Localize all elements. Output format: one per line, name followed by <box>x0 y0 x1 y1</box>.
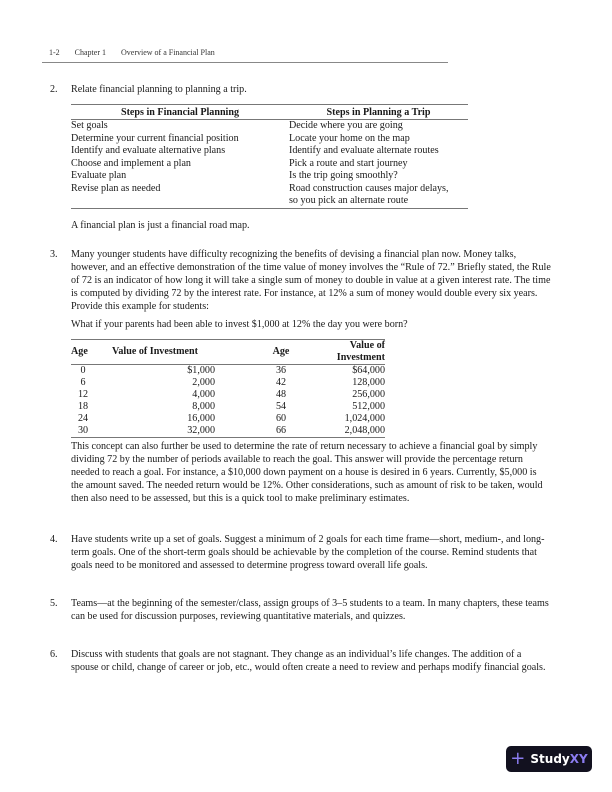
column-header: Age <box>71 340 95 365</box>
trip-planning-table <box>71 104 468 209</box>
table-cell: Set goals <box>71 120 108 131</box>
investment-growth-table <box>71 339 385 438</box>
column-header: Age <box>215 340 311 365</box>
table-cell: Choose and implement a plan <box>71 157 191 169</box>
table-row <box>71 183 468 196</box>
table-row <box>71 365 385 378</box>
table-cell: Decide where you are going <box>289 120 403 131</box>
table-row <box>71 120 468 133</box>
table-cell: 4,000 <box>192 389 215 400</box>
table-cell: 18 <box>77 401 89 412</box>
plus-icon: + <box>510 748 526 769</box>
table-cell: Locate your home on the map <box>289 132 410 144</box>
item-text: Discuss with students that goals are not stagnant. They change as an individual’s life changes. The addition of a spouse or child, change of career or job, etc., would often create a need to review and perhaps modify financial goals. <box>71 649 546 673</box>
item-text: Teams—at the beginning of the semester/class, assign groups of 3–5 students to a team. In many chapters, these teams can be used for discussion purposes, reviewing quantitative materials, and quizzes. <box>71 598 549 622</box>
item-number: 4. <box>50 534 58 545</box>
table-cell: 30 <box>71 425 95 438</box>
table-cell: 1,024,000 <box>344 413 385 424</box>
paragraph: A financial plan is just a financial road map. <box>71 220 250 231</box>
table-cell: Is the trip going smoothly? <box>289 170 398 181</box>
item-number: 3. <box>50 249 58 260</box>
table-cell <box>71 195 289 208</box>
column-header: Value of Investment <box>95 340 215 365</box>
table-cell: $1,000 <box>187 365 215 376</box>
table-cell: so you pick an alternate route <box>289 195 468 208</box>
table-cell: 48 <box>275 389 287 400</box>
item-text: Relate financial planning to planning a trip. <box>71 84 247 95</box>
paragraph: This concept can also further be used to determine the rate of return necessary to achieve a financial goal by simply dividing 72 by the number of periods available to reach the goal. This answer will provide the percentage return needed to reach a goal. For instance, a $10,000 down payment on a house is desired in 6 years. Currently, $5,000 is the amount saved. The needed return would be 12%. Other considerations, such as amount of risk to be taken, would then also need to be assessed, but this is a quick tool to make preliminary estimates. <box>71 441 543 504</box>
table-cell: Pick a route and start journey <box>289 157 408 169</box>
badge-label: Study <box>530 751 570 766</box>
column-header: Steps in Financial Planning <box>71 105 289 120</box>
table-cell: Revise plan as needed <box>71 182 161 194</box>
paragraph: What if your parents had been able to invest $1,000 at 12% the day you were born? <box>71 319 408 330</box>
chapter-label: Chapter 1 <box>74 48 106 57</box>
table-row <box>71 389 385 401</box>
table-row <box>71 133 468 146</box>
column-header: Value of Investment <box>311 340 385 365</box>
table-cell: $64,000 <box>352 365 385 376</box>
item-text: Many younger students have difficulty recognizing the benefits of devising a financial plan now. Money talks, however, and an effective demonstration of the time value of money involves the “Rule of 72.” Briefly stated, the Rule of 72 is an indicator of how long it will take a single sum of money to double in value at a given interest rate. The time is computed by dividing 72 by the interest rate. For instance, at 12% a sum of money would double every six years. Provide this example for students: <box>71 249 551 312</box>
page-number: 1-2 <box>49 48 60 57</box>
item-number: 2. <box>50 84 58 95</box>
table-cell: 60 <box>275 413 287 424</box>
table-row <box>71 425 385 438</box>
table-cell: 256,000 <box>352 389 385 400</box>
table-cell: 54 <box>275 401 287 412</box>
table-cell: 16,000 <box>187 413 215 424</box>
table-cell: Determine your current financial position <box>71 132 239 144</box>
table-cell: Identify and evaluate alternate routes <box>289 145 439 156</box>
table-row <box>71 401 385 413</box>
table-cell: 2,000 <box>192 377 215 388</box>
table-cell: 24 <box>77 413 89 424</box>
table-cell: 66 <box>215 425 311 438</box>
table-cell: 128,000 <box>352 377 385 388</box>
table-cell: 32,000 <box>95 425 215 438</box>
table-cell: 6 <box>80 377 86 388</box>
table-cell: 0 <box>80 365 86 376</box>
table-row <box>71 170 468 183</box>
item-number: 5. <box>50 598 58 609</box>
table-cell: Evaluate plan <box>71 170 127 181</box>
table-row <box>71 158 468 171</box>
table-cell: Road construction causes major delays, <box>289 182 449 194</box>
table-row <box>71 377 385 389</box>
item-number: 6. <box>50 649 58 660</box>
table-cell: 42 <box>275 377 287 388</box>
table-cell: 2,048,000 <box>311 425 385 438</box>
page-header <box>49 48 447 58</box>
table-row <box>71 195 468 208</box>
studyxy-badge[interactable] <box>506 746 592 772</box>
chapter-title: Overview of a Financial Plan <box>121 48 215 57</box>
table-cell: 8,000 <box>192 401 215 412</box>
badge-label-accent: XY <box>569 751 588 766</box>
table-cell: 36 <box>275 365 287 376</box>
table-row <box>71 413 385 425</box>
table-cell: 12 <box>77 389 89 400</box>
table-cell: 512,000 <box>352 401 385 412</box>
table-row <box>71 145 468 158</box>
item-text: Have students write up a set of goals. Suggest a minimum of 2 goals for each time frame—short, medium-, and long-term goals. One of the short-term goals should be achievable by the completion of the course. Remind students that goals need to be monitored and assessed to determine progress toward overall life goals. <box>71 534 545 571</box>
column-header: Steps in Planning a Trip <box>289 105 468 120</box>
table-cell: Identify and evaluate alternative plans <box>71 145 226 156</box>
header-divider <box>42 62 448 63</box>
